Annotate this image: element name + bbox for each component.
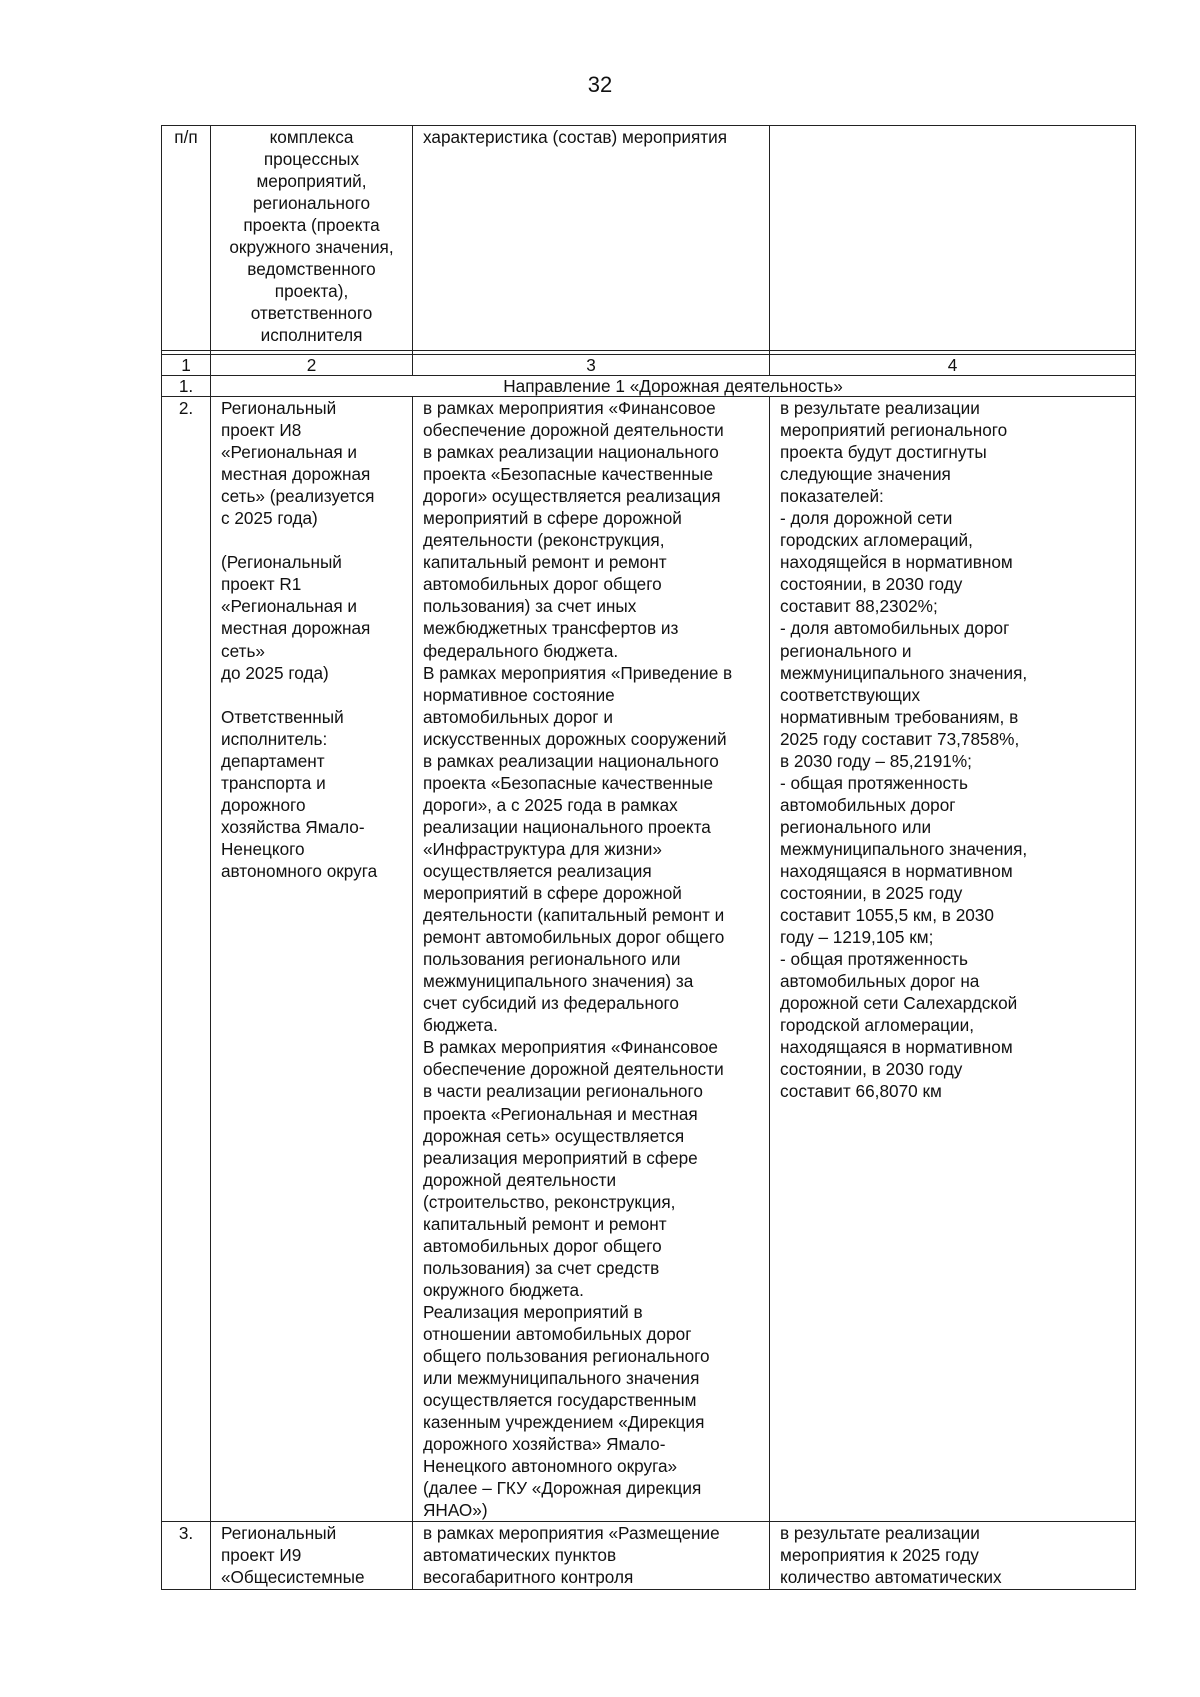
row-project: Региональный проект И9 «Общесистемные xyxy=(211,1522,413,1589)
direction-row xyxy=(162,376,1136,397)
column-number-row xyxy=(162,355,1136,376)
row-description: в рамках мероприятия «Финансовое обеспечение дорожной деятельности в рамках реализации национального проекта «Безопасные качественные дороги» осуществляется реализация мероприятий в сфере дорожной деятельности (реконструкция, капитальный ремонт и ремонт автомобильных дорог общего пользования) за счет иных межбюджетных трансфертов из федерального бюджета. В рамках мероприятия «Приведение в нормативное состояние автомобильных дорог и искусственных дорожных сооружений в рамках реализации национального проекта «Безопасные качественные дороги», а с 2025 года в рамках реализации национального проекта «Инфраструктура для жизни» осуществляется реализация мероприятий в сфере дорожной деятельности (капитальный ремонт и ремонт автомобильных дорог общего пользования регионального или межмуниципального значения) за счет субсидий из федерального бюджета. В рамках мероприятия «Финансовое обеспечение дорожной деятельности в части реализации регионального проекта «Региональная и местная дорожная сеть» осуществляется реализация мероприятий в сфере дорожной деятельности (строительство, реконструкция, капитальный ремонт и ремонт автомобильных дорог общего пользования) за счет средств окружного бюджета. Реализация мероприятий в отношении автомобильных дорог общего пользования регионального или межмуниципального значения осуществляется государственным казенным учреждением «Дирекция дорожного хозяйства» Ямало- Ненецкого автономного округа» (далее – ГКУ «Дорожная дирекция ЯНАО») xyxy=(413,397,770,1522)
direction-title: Направление 1 «Дорожная деятельность» xyxy=(211,376,1136,397)
table-header-row xyxy=(162,126,1136,351)
row-result: в результате реализации мероприятия к 2025 году количество автоматических xyxy=(770,1522,1136,1589)
table-row xyxy=(162,1522,1136,1589)
header-cell-project: комплекса процессных мероприятий, регионального проекта (проекта окружного значения, ведомственного проекта), ответственного исполнителя xyxy=(211,126,413,351)
row-description: в рамках мероприятия «Размещение автоматических пунктов весогабаритного контроля xyxy=(413,1522,770,1589)
column-number-cell: 1 xyxy=(162,355,211,376)
measures-table xyxy=(161,125,1136,1590)
column-number-cell: 2 xyxy=(211,355,413,376)
column-number-cell: 3 xyxy=(413,355,770,376)
table-row xyxy=(162,397,1136,1522)
row-number: 3. xyxy=(162,1522,211,1589)
row-result: в результате реализации мероприятий регионального проекта будут достигнуты следующие значения показателей: - доля дорожной сети городских агломераций, находящейся в нормативном состоянии, в 2030 году составит 88,2302%; - доля автомобильных дорог регионального и межмуниципального значения, соответствующих нормативным требованиям, в 2025 году составит 73,7858%, в 2030 году – 85,2191%; - общая протяженность автомобильных дорог регионального или межмуниципального значения, находящаяся в нормативном состоянии, в 2025 году составит 1055,5 км, в 2030 году – 1219,105 км; - общая протяженность автомобильных дорог на дорожной сети Салехардской городской агломерации, находящаяся в нормативном состоянии, в 2030 году составит 66,8070 км xyxy=(770,397,1136,1522)
header-cell-number: п/п xyxy=(162,126,211,351)
header-cell-result xyxy=(770,126,1136,351)
column-number-cell: 4 xyxy=(770,355,1136,376)
page-number: 32 xyxy=(587,72,613,97)
header-cell-description: характеристика (состав) мероприятия xyxy=(413,126,770,351)
row-number: 2. xyxy=(162,397,211,1522)
row-project: Региональный проект И8 «Региональная и местная дорожная сеть» (реализуется с 2025 года) (Региональный проект R1 «Региональная и местная дорожная сеть» до 2025 года) Ответственный исполнитель: департамент транспорта и дорожного хозяйства Ямало- Ненецкого автономного округа xyxy=(211,397,413,1522)
direction-number: 1. xyxy=(162,376,211,397)
